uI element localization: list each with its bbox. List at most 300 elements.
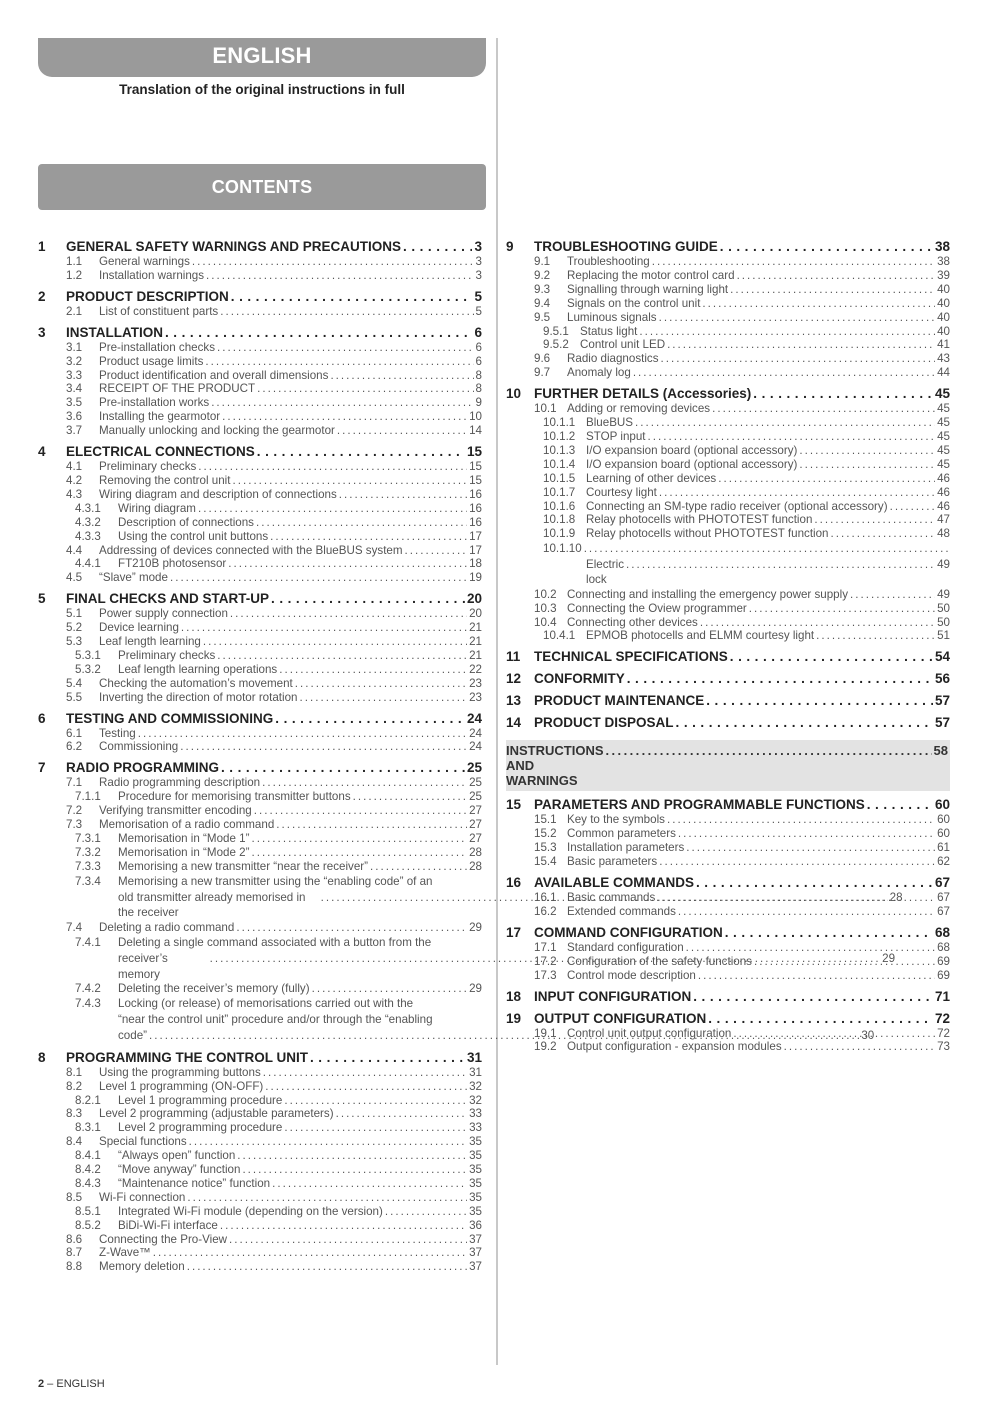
toc-entry [506, 588, 950, 602]
entry-number: 19.2 [534, 1040, 557, 1054]
page-number: 15 [466, 444, 482, 460]
toc-entry [38, 804, 482, 818]
page-number: 37 [469, 1246, 482, 1260]
leader-dots [686, 941, 935, 955]
toc-entry [38, 424, 482, 438]
entry-number: 5.1 [66, 607, 83, 621]
leader-dots [192, 255, 474, 269]
entry-title: Leaf length learning operations [118, 662, 278, 676]
entry-number: 8.4.1 [75, 1149, 101, 1163]
leader-dots [337, 424, 467, 438]
page-number: 72 [937, 1026, 950, 1040]
page-number: 50 [937, 601, 950, 615]
footer-separator: – [44, 1378, 57, 1390]
toc-entry [38, 1135, 482, 1149]
toc-entry [38, 269, 482, 283]
footer-label: ENGLISH [56, 1378, 105, 1390]
toc-section-entry [38, 759, 482, 776]
toc-entry [38, 355, 482, 369]
page-number: 27 [469, 818, 482, 832]
section-title: PRODUCT DESCRIPTION [66, 288, 229, 304]
page-number: 27 [469, 832, 482, 845]
entry-title: Connecting the Oview programmer [567, 601, 747, 615]
toc-entry [38, 1191, 482, 1205]
entry-title: Luminous signals [567, 310, 657, 324]
section-title: OUTPUT CONFIGURATION [534, 1010, 707, 1026]
entry-title: Manually unlocking and locking the gearmotor [99, 424, 335, 438]
entry-title: Wi-Fi connection [99, 1190, 186, 1204]
leader-dots [693, 988, 933, 1005]
leader-dots [712, 402, 935, 416]
leader-dots [256, 516, 467, 530]
toc-entry [38, 255, 482, 269]
page-number: 47 [937, 513, 950, 527]
entry-title: Key to the symbols [567, 813, 665, 827]
entry-title: Device learning [99, 621, 179, 635]
leader-dots [784, 1040, 935, 1054]
page-number: 31 [466, 1049, 482, 1065]
leader-dots [678, 827, 935, 841]
section-number: 1 [38, 239, 46, 254]
leader-dots [659, 311, 936, 325]
toc-entry [38, 460, 482, 474]
leader-dots [657, 891, 935, 905]
page-number: 33 [469, 1121, 482, 1135]
entry-number: 9.6 [534, 352, 551, 366]
entry-title: Pre-installation works [99, 396, 210, 410]
entry-number: 4.2 [66, 473, 83, 487]
toc-entry [506, 1040, 950, 1054]
entry-title: Basic commands [567, 890, 656, 904]
page-number: 50 [937, 615, 950, 629]
section-title: COMMAND CONFIGURATION [534, 924, 723, 940]
leader-dots [232, 474, 467, 488]
page-number: 21 [469, 635, 482, 649]
leader-dots [295, 677, 467, 691]
page-number: 41 [937, 338, 950, 352]
section-number: 17 [506, 924, 522, 940]
entry-number: 9.3 [534, 282, 551, 296]
entry-title: “Always open” function [118, 1149, 236, 1163]
leader-dots [236, 921, 467, 935]
entry-number: 10.1.8 [543, 513, 576, 527]
leader-dots [229, 1233, 467, 1247]
entry-number: 10.1.10 [543, 542, 582, 556]
page-number: 6 [475, 340, 482, 354]
entry-title: Wiring diagram [118, 501, 196, 515]
entry-number: 10.4 [534, 615, 557, 629]
leader-dots [181, 621, 467, 635]
toc-entry [38, 846, 482, 860]
toc-section-entry [38, 288, 482, 305]
entry-title: Procedure for memorising transmitter buttons [118, 790, 351, 804]
toc-entry [506, 941, 950, 955]
leader-dots [698, 969, 935, 983]
entry-number: 7.3.3 [75, 859, 101, 873]
leader-dots [138, 727, 467, 741]
page-number: 21 [469, 648, 482, 662]
page-number: 45 [937, 457, 950, 471]
toc-entry [38, 663, 482, 677]
leader-dots [279, 663, 467, 677]
page-number: 40 [937, 310, 950, 324]
toc-section-entry [38, 710, 482, 727]
page-number: 16 [469, 515, 482, 529]
page-number: 67 [937, 890, 950, 904]
entry-title: Deleting a radio command [99, 921, 235, 935]
section-number: 2 [38, 288, 46, 304]
leader-dots [153, 1246, 467, 1260]
section-title: ELECTRICAL CONNECTIONS [66, 444, 255, 460]
leader-dots [753, 385, 933, 402]
entry-title-line: receiver’s memory [118, 951, 168, 981]
entry-title: Connecting other devices [567, 615, 698, 629]
toc-entry [506, 513, 950, 527]
entry-title: Level 2 programming procedure [118, 1121, 283, 1135]
leader-dots [198, 460, 467, 474]
page-number: 51 [937, 629, 950, 643]
leader-dots [667, 338, 935, 352]
toc-entry [38, 1260, 482, 1274]
page-number: 21 [469, 621, 482, 635]
leader-dots [275, 710, 465, 727]
toc-entry [38, 382, 482, 396]
entry-title: EPMOB photocells and ELMM courtesy light [586, 629, 815, 643]
entry-title: “Slave” mode [99, 571, 168, 585]
section-title: TESTING AND COMMISSIONING [66, 710, 274, 726]
entry-title: Inverting the direction of motor rotation [99, 690, 298, 704]
leader-dots [211, 396, 473, 410]
page-number: 22 [469, 662, 482, 676]
toc-entry [506, 430, 950, 444]
toc-entry-continuation [506, 557, 950, 588]
entry-number: 3.2 [66, 354, 83, 368]
page-number: 16 [469, 501, 482, 515]
page-number: 17 [469, 543, 482, 557]
entry-title: “Maintenance notice” function [118, 1176, 271, 1190]
entry-number: 8.3 [66, 1107, 83, 1121]
leader-dots [403, 238, 472, 255]
page-number: 39 [937, 268, 950, 282]
toc-entry [38, 1233, 482, 1247]
entry-number: 5.3 [66, 635, 83, 649]
entry-number: 2.1 [66, 304, 83, 318]
toc-entry [38, 635, 482, 649]
leader-dots [220, 1219, 467, 1233]
section-number: 19 [506, 1010, 522, 1026]
toc-entry [506, 969, 950, 983]
entry-number: 7.3.2 [75, 845, 101, 859]
leader-dots [584, 541, 948, 557]
leader-dots [165, 324, 472, 341]
entry-number: 10.1.6 [543, 499, 576, 513]
leader-dots [205, 355, 473, 369]
page-number: 24 [466, 710, 482, 726]
toc-entry [506, 352, 950, 366]
entry-number: 10.1.5 [543, 471, 576, 485]
toc-section-entry [506, 670, 950, 687]
entry-title: I/O expansion board (optional accessory) [586, 443, 798, 457]
toc-entry [38, 1205, 482, 1219]
leader-dots [686, 841, 935, 855]
page-number: 40 [937, 282, 950, 296]
leader-dots [702, 297, 935, 311]
page-number: 35 [469, 1163, 482, 1177]
toc-entry [506, 891, 950, 905]
page-number: 16 [469, 487, 482, 501]
entry-title: Commissioning [99, 740, 179, 754]
page-number: 44 [937, 366, 950, 380]
section-number: 12 [506, 671, 522, 687]
page-number: 6 [475, 354, 482, 368]
section-title: FINAL CHECKS AND START-UP [66, 591, 270, 607]
leader-dots [667, 813, 935, 827]
toc-section-entry [506, 924, 950, 941]
leader-dots [799, 458, 935, 472]
entry-number: 8.5.2 [75, 1218, 101, 1232]
page-number: 8 [475, 382, 482, 396]
toc-entry [38, 649, 482, 663]
toc-entry [38, 740, 482, 754]
page-number: 35 [469, 1176, 482, 1190]
entry-title: Control unit LED [580, 338, 666, 352]
leader-dots [217, 649, 467, 663]
section-title: RADIO PROGRAMMING [66, 760, 219, 776]
entry-title: Level 2 programming (adjustable parameters) [99, 1107, 334, 1121]
page-number: 60 [937, 827, 950, 841]
leader-dots [652, 255, 935, 269]
leader-dots [737, 269, 936, 283]
page-number: 29 [882, 951, 896, 965]
entry-title: Power supply connection [99, 607, 228, 621]
leader-dots [626, 557, 935, 573]
toc-entry [506, 269, 950, 283]
page-number: 57 [934, 693, 950, 709]
entry-number: 8.2 [66, 1079, 83, 1093]
page-number: 61 [937, 841, 950, 855]
toc-entry [506, 325, 950, 339]
toc-entry [506, 444, 950, 458]
toc-entry [506, 472, 950, 486]
page-number: 58 [933, 743, 948, 759]
toc-entry [38, 1219, 482, 1233]
entry-title: Extended commands [567, 904, 676, 918]
page-number: 23 [469, 690, 482, 704]
entry-title: Configuration of the safety functions [567, 954, 752, 968]
entry-number: 8.4.2 [75, 1163, 101, 1177]
toc-entry [38, 1149, 482, 1163]
toc-entry [506, 297, 950, 311]
toc-section-entry [506, 648, 950, 665]
leader-dots [312, 982, 468, 996]
toc-entry [38, 516, 482, 530]
leader-dots [228, 557, 467, 571]
entry-number: 17.1 [534, 940, 557, 954]
entry-title: Courtesy light [586, 485, 657, 499]
entry-number: 7.4.3 [75, 997, 101, 1011]
section-number: 3 [38, 324, 46, 340]
toc-entry [506, 527, 950, 541]
toc-entry [38, 818, 482, 832]
entry-title: Memorisation in “Mode 1” [118, 832, 250, 845]
leader-dots [799, 444, 935, 458]
page-number: 35 [469, 1135, 482, 1149]
leader-dots [187, 1260, 467, 1274]
page-number: 17 [469, 529, 482, 543]
section-number: 6 [38, 710, 46, 726]
leader-dots [180, 740, 467, 754]
entry-title: Standard configuration [567, 940, 684, 954]
entry-title: Installing the gearmotor [99, 410, 221, 424]
entry-number: 9.7 [534, 366, 551, 380]
entry-title: Output configuration - expansion modules [567, 1040, 782, 1054]
entry-title: Relay photocells with PHOTOTEST function [586, 513, 813, 527]
entry-number: 4.3.1 [75, 501, 101, 515]
entry-title: RECEIPT OF THE PRODUCT [99, 382, 256, 396]
entry-number: 4.4.1 [75, 557, 101, 571]
page-number: 48 [937, 527, 950, 541]
entry-title: BlueBUS [586, 416, 634, 430]
leader-dots [725, 924, 933, 941]
page-number: 37 [469, 1232, 482, 1246]
entry-number: 10.1.4 [543, 457, 576, 471]
toc-entry [38, 1066, 482, 1080]
page-number: 36 [469, 1218, 482, 1232]
leader-dots [661, 352, 936, 366]
language-banner: ENGLISH [38, 38, 486, 77]
page-number: 20 [469, 607, 482, 621]
toc-entry [38, 727, 482, 741]
entry-number: 10.4.1 [543, 629, 576, 643]
page-number: 30 [861, 1028, 875, 1042]
toc-entry [38, 557, 482, 571]
toc-entry [38, 544, 482, 558]
section-title: FURTHER DETAILS (Accessories) [534, 386, 752, 402]
entry-title: Status light [580, 324, 638, 338]
entry-number: 3.4 [66, 382, 83, 396]
leader-dots [606, 743, 932, 758]
leader-dots [639, 325, 935, 339]
page-number: 3 [474, 239, 482, 254]
entry-title: Removing the control unit [99, 473, 231, 487]
section-title: AVAILABLE COMMANDS [534, 874, 694, 890]
page-number: 73 [937, 1040, 950, 1054]
entry-number: 5.5 [66, 690, 83, 704]
entry-number: 3.7 [66, 424, 83, 438]
entry-title: Level 1 programming (ON-OFF) [99, 1079, 264, 1093]
page-number: 28 [889, 890, 903, 904]
leader-dots [198, 502, 467, 516]
entry-number: 15.4 [534, 855, 557, 869]
leader-dots [700, 616, 935, 630]
page-footer [38, 1378, 105, 1390]
page-number: 24 [469, 726, 482, 740]
leader-dots [221, 759, 465, 776]
entry-number: 9.2 [534, 268, 551, 282]
page-number: 56 [934, 671, 950, 687]
toc-section-entry [506, 1010, 950, 1027]
toc-entry [506, 602, 950, 616]
page-number: 67 [937, 904, 950, 918]
toc-entry [506, 458, 950, 472]
toc-entry [506, 541, 950, 557]
entry-number: 8.2.1 [75, 1093, 101, 1107]
page-number: 3 [475, 255, 482, 268]
toc-entry [38, 1246, 482, 1260]
entry-title: Integrated Wi-Fi module (depending on the version) [118, 1204, 383, 1218]
toc-section-entry [38, 590, 482, 607]
section-title: PRODUCT DISPOSAL [534, 715, 674, 731]
leader-dots [890, 500, 936, 514]
toc-entry [38, 1094, 482, 1108]
toc-section-entry [506, 692, 950, 709]
entry-title-line: old transmitter already memorised in the receiver [118, 890, 306, 920]
page-number: 25 [466, 760, 482, 776]
entry-title: Addressing of devices connected with the BlueBUS system [99, 543, 403, 557]
page-number: 72 [934, 1010, 950, 1026]
entry-number: 16.2 [534, 904, 557, 918]
leader-dots [659, 486, 935, 500]
page-number: 45 [937, 443, 950, 457]
entry-number: 8.4.3 [75, 1176, 101, 1190]
entry-number: 10.1.7 [543, 485, 576, 499]
page-number: 45 [934, 386, 950, 402]
page-number: 23 [469, 676, 482, 690]
entry-title: Memorisation in “Mode 2” [118, 845, 250, 859]
page-number: 8 [475, 368, 482, 382]
leader-dots [385, 1205, 467, 1219]
toc-entry [506, 338, 950, 352]
leader-dots [189, 1135, 467, 1149]
entry-number: 17.3 [534, 968, 557, 982]
leader-dots [648, 430, 936, 444]
entry-title: Connecting and installing the emergency power supply [567, 587, 848, 601]
entry-title: Product usage limits [99, 354, 204, 368]
entry-title: Preliminary checks [118, 648, 216, 662]
page-number: 14 [469, 424, 482, 438]
section-title: CONFORMITY [534, 671, 625, 687]
page-number: 38 [934, 239, 950, 254]
section-number: 7 [38, 760, 46, 776]
toc-entry [38, 790, 482, 804]
leader-dots [220, 305, 473, 319]
entry-number: 8.1 [66, 1065, 83, 1079]
section-title: PRODUCT MAINTENANCE [534, 693, 705, 709]
toc-entry [38, 502, 482, 516]
entry-number: 7.2 [66, 804, 83, 818]
entry-number: 8.5 [66, 1190, 83, 1204]
toc-right-column [506, 238, 950, 1054]
toc-entry [506, 416, 950, 430]
entry-title: Memory deletion [99, 1260, 185, 1274]
toc-entry [506, 813, 950, 827]
entry-number: 10.1.9 [543, 527, 576, 541]
entry-number: 10.1.2 [543, 429, 576, 443]
entry-title: Signalling through warning light [567, 282, 729, 296]
toc-entry [38, 982, 482, 996]
page-number: 15 [469, 460, 482, 474]
entry-title: Common parameters [567, 827, 676, 841]
leader-dots [170, 571, 467, 585]
page-number: 45 [937, 402, 950, 416]
toc-entry [506, 841, 950, 855]
entry-number: 4.4 [66, 543, 83, 557]
entry-number: 4.1 [66, 460, 83, 474]
column-divider [496, 38, 498, 1365]
toc-section-entry [506, 714, 950, 731]
entry-title: Memorisation of a radio command [99, 818, 275, 832]
toc-entry [506, 827, 950, 841]
